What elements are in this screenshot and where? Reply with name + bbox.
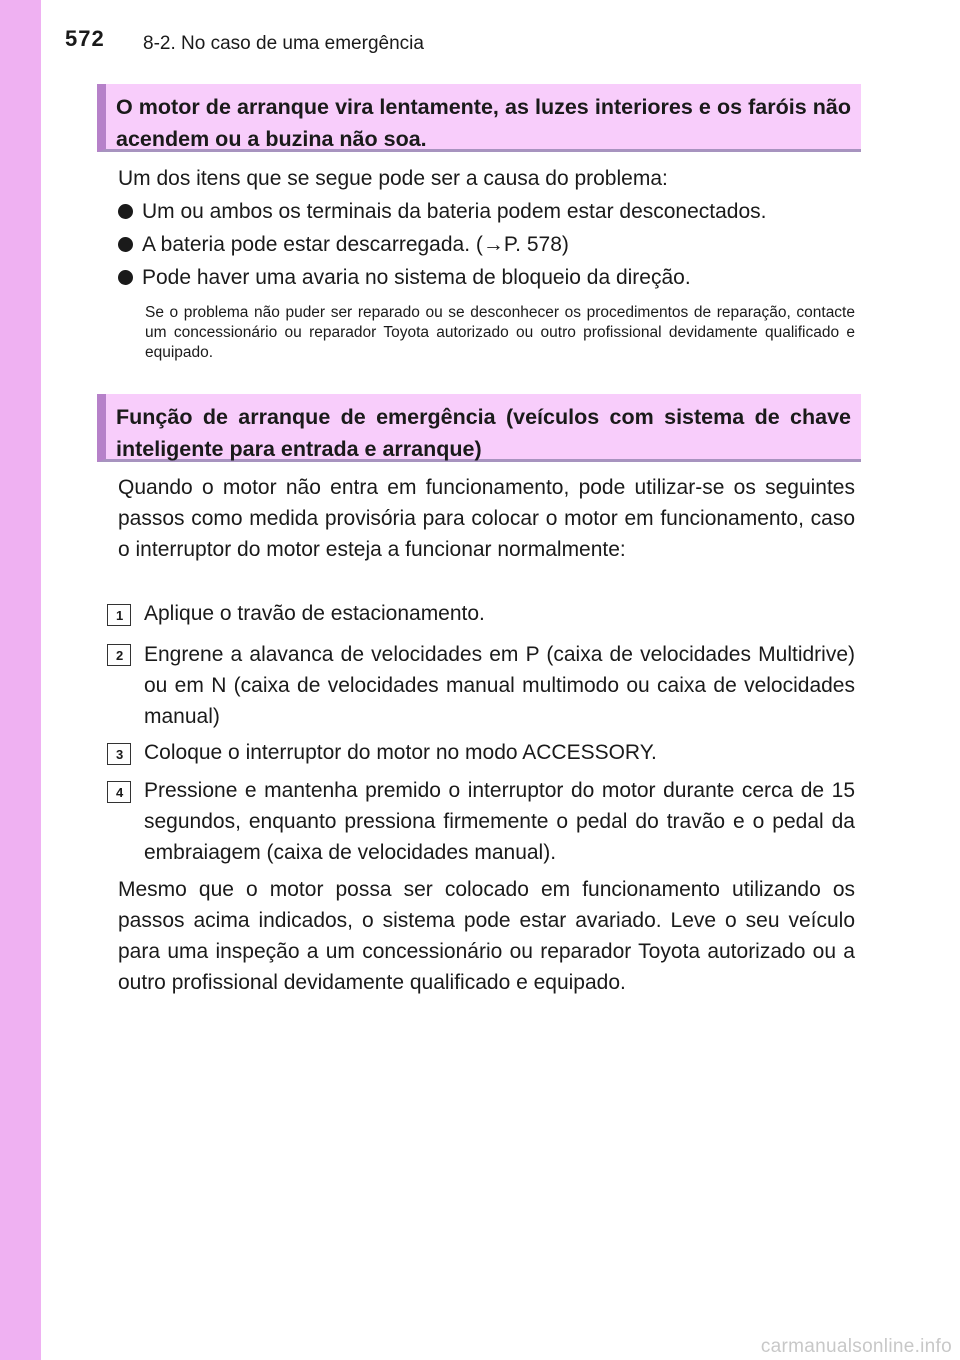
step-number-badge: 1 (107, 604, 131, 626)
intro-emergency-start: Quando o motor não entra em funcionamento, pode utilizar-se os seguintes passos como medida provisória para colocar o motor em funcionamento, caso o interruptor do motor esteja a funcionar normalmente: (118, 476, 855, 561)
heading-box-emergency-start (97, 394, 861, 462)
bullet-icon (118, 270, 133, 285)
step-text: Coloque o interruptor do motor no modo ACCESSORY. (144, 741, 657, 764)
closing-paragraph: Mesmo que o motor possa ser colocado em funcionamento utilizando os passos acima indicados, o sistema pode estar avariado. Leve o seu veículo para uma inspeção a um concessionário ou reparador Toyota autorizado ou a outro profissional devidamente qualificado e equipado. (118, 878, 855, 994)
step-number-badge: 2 (107, 644, 131, 666)
page-number: 572 (65, 26, 105, 51)
repair-note: Se o problema não puder ser reparado ou se desconhecer os procedimentos de reparação, contacte um concessionário ou reparador Toyota autorizado ou outro profissional devidamente qualificado e equipado. (145, 304, 855, 361)
intro-causes: Um dos itens que se segue pode ser a causa do problema: (118, 167, 668, 190)
step-text: Pressione e mantenha premido o interruptor do motor durante cerca de 15 segundos, enquanto pressiona firmemente o pedal do travão e o pedal da embraiagem (caixa de velocidades manual). (144, 779, 855, 864)
bullet-item: Um ou ambos os terminais da bateria podem estar desconectados. (118, 196, 858, 227)
bullet-icon (118, 237, 133, 252)
heading-box-starter (97, 84, 861, 152)
step-text: Engrene a alavanca de velocidades em P (caixa de velocidades Multidrive) ou em N (caixa de velocidades manual multimodo ou caixa de velocidades manual) (144, 643, 855, 728)
step-number-badge: 4 (107, 781, 131, 803)
bullet-item: A bateria pode estar descarregada. (→P. 578) (118, 229, 858, 260)
step-text: Aplique o travão de estacionamento. (144, 602, 485, 625)
watermark: carmanualsonline.info (760, 1336, 952, 1357)
sidebar-tab-strip (0, 0, 41, 1360)
bullet-item: Pode haver uma avaria no sistema de bloqueio da direção. (118, 262, 858, 293)
bullet-icon (118, 204, 133, 219)
step-number-badge: 3 (107, 743, 131, 765)
heading-emergency-start: Função de arranque de emergência (veículos com sistema de chave inteligente para entrada e arranque) (116, 405, 851, 461)
heading-starter: O motor de arranque vira lentamente, as luzes interiores e os faróis não acendem ou a buzina não soa. (116, 95, 851, 151)
section-title: 8-2. No caso de uma emergência (143, 33, 424, 54)
